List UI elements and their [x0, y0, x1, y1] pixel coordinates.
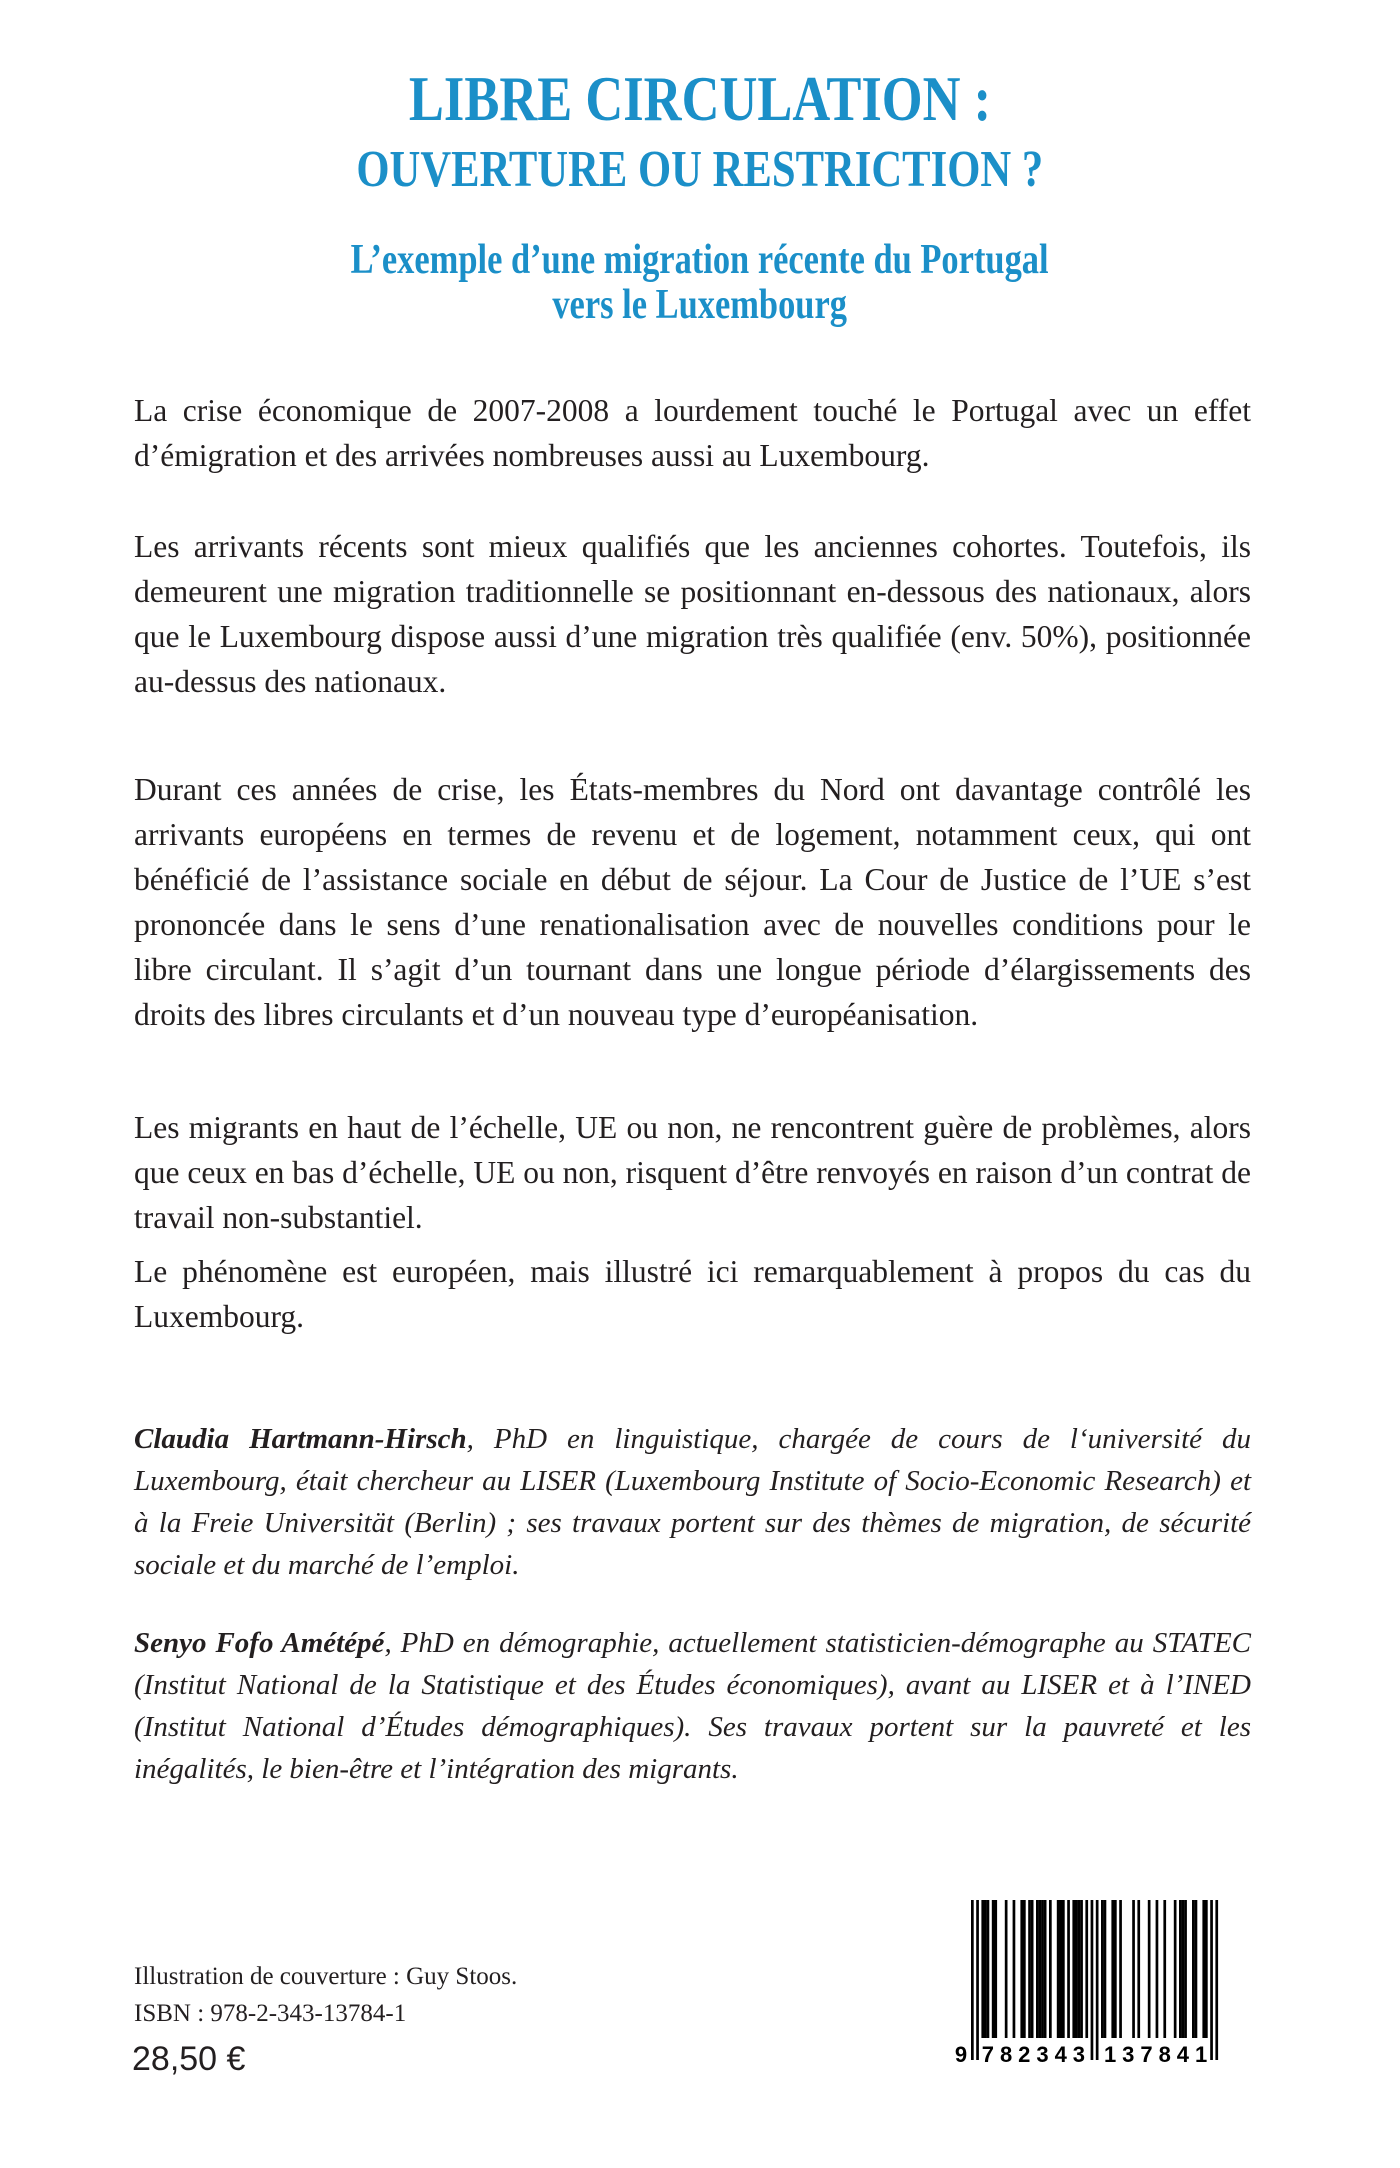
title-text: LIBRE CIRCULATION :: [408, 63, 992, 134]
barcode-digit: 3: [1072, 2042, 1086, 2067]
barcode-bar: [1137, 1900, 1140, 2038]
barcode-bar: [1044, 1900, 1047, 2038]
barcode-bar: [1023, 1900, 1026, 2038]
barcode-bar: [1182, 1900, 1185, 2038]
barcode-bar: [1075, 1900, 1078, 2038]
barcode-digit: 3: [1122, 2042, 1135, 2067]
subtitle-line-2: [0, 281, 1400, 329]
barcode-bar: [1104, 1900, 1107, 2038]
barcode-bar: [1031, 1900, 1034, 2038]
author-bio-2: [134, 1622, 1251, 1790]
barcode-digit: 2: [1018, 2042, 1031, 2067]
barcode-digit: 4: [1176, 2042, 1190, 2067]
barcode-bar: [1072, 1900, 1075, 2038]
barcode-digit: 1: [1194, 2042, 1208, 2067]
paragraph-2: Les arrivants récents sont mieux qualifiés que les anciennes cohortes. Toutefois, ils demeurent une migration traditionnelle se positionnant en-dessous des nationaux, alors que le Luxembourg dispose aussi d’une migration très qualifiée (env. 50%), positionnée au-dessus des nationaux.: [134, 529, 1251, 699]
barcode-bar: [1078, 1900, 1081, 2038]
barcode-bar: [1005, 1900, 1008, 2038]
paragraph-4: Les migrants en haut de l’échelle, UE ou non, ne rencontrent guère de problèmes, alors que ceux en bas d’échelle, UE ou non, risquent d’être renvoyés en raison d’un contrat de travail non-substantiel.: [134, 1110, 1251, 1235]
author-bio-text: , PhD en linguistique, chargée de cours de l‘université du Luxembourg, était chercheur au LISER (Luxembourg Institute of Socio-Economic Research) et à la Freie Universität (Berlin) ; ses travaux portent sur des thèmes de migration, de sécurité sociale et du marché de l’emploi.: [134, 1423, 1251, 1581]
barcode-bar: [1028, 1900, 1031, 2038]
barcode: [955, 1900, 1245, 2070]
barcode-bar: [1041, 1900, 1044, 2038]
barcode-bar: [1080, 1900, 1083, 2038]
author-bio-1: [134, 1418, 1251, 1586]
barcode-bar: [1057, 1900, 1060, 2038]
author-name: Claudia Hartmann-Hirsch: [134, 1423, 467, 1455]
barcode-bar: [1020, 1900, 1023, 2038]
barcode-bar: [1132, 1900, 1135, 2038]
barcode-bar: [1091, 1900, 1094, 2060]
barcode-bar: [1179, 1900, 1182, 2038]
barcode-bar: [1062, 1900, 1065, 2038]
barcode-digit: 8: [999, 2042, 1013, 2067]
barcode-bar: [1174, 1900, 1177, 2038]
subtitle-text: L’exemple d’une migration récente du Portugal: [351, 237, 1049, 283]
barcode-bar: [1210, 1900, 1213, 2060]
barcode-bar: [971, 1900, 974, 2060]
paragraph-5: Le phénomène est européen, mais illustré ici remarquablement à propos du cas du Luxembourg.: [134, 1254, 1251, 1334]
barcode-bar: [1013, 1900, 1016, 2038]
author-name: Senyo Fofo Amétépé: [134, 1627, 385, 1659]
barcode-digit: 9: [955, 2042, 968, 2067]
title-line-1: [0, 62, 1400, 136]
barcode-bar: [1215, 1900, 1218, 2060]
subtitle-line-1: [0, 236, 1400, 284]
barcode-bar: [1039, 1900, 1042, 2038]
isbn: ISBN : 978-2-343-13784-1: [134, 2000, 407, 2027]
barcode-bar: [1114, 1900, 1117, 2038]
barcode-bar: [1067, 1900, 1070, 2038]
barcode-digit: 4: [1054, 2042, 1067, 2067]
barcode-digit: 3: [1036, 2042, 1049, 2067]
barcode-bar: [984, 1900, 987, 2038]
paragraph-1: La crise économique de 2007-2008 a lourdement touché le Portugal avec un effet d’émigration et des arrivées nombreuses aussi au Luxembourg.: [134, 393, 1251, 473]
subtitle-text: vers le Luxembourg: [552, 282, 848, 328]
barcode-bar: [1049, 1900, 1052, 2038]
barcode-bar: [1101, 1900, 1104, 2038]
barcode-bar: [1036, 1900, 1039, 2038]
title-line-2: [0, 140, 1400, 199]
barcode-bar: [1111, 1900, 1114, 2038]
barcode-bar: [992, 1900, 995, 2038]
barcode-bar: [1059, 1900, 1062, 2038]
barcode-bar: [987, 1900, 990, 2038]
barcode-digit: 7: [1140, 2042, 1153, 2067]
barcode-bar: [1184, 1900, 1187, 2038]
barcode-bar: [1085, 1900, 1088, 2038]
barcode-bar: [976, 1900, 979, 2060]
barcode-bar: [1195, 1900, 1198, 2038]
barcode-bar: [1202, 1900, 1205, 2038]
illustration-credit: Illustration de couverture : Guy Stoos.: [134, 1963, 518, 1990]
barcode-bar: [981, 1900, 984, 2038]
barcode-bar: [1148, 1900, 1151, 2038]
barcode-bar: [994, 1900, 997, 2038]
barcode-digit: 1: [1103, 2042, 1117, 2067]
price: 28,50 €: [132, 2040, 246, 2078]
barcode-bar: [1163, 1900, 1166, 2038]
barcode-bar: [1096, 1900, 1099, 2060]
title-text: OUVERTURE OU RESTRICTION ?: [356, 141, 1044, 198]
barcode-bar: [1192, 1900, 1195, 2038]
barcode-digit: 8: [1158, 2042, 1171, 2067]
barcode-bar: [1119, 1900, 1122, 2038]
paragraph-3: Durant ces années de crise, les États-membres du Nord ont davantage contrôlé les arrivants européens en termes de revenu et de logement, notamment ceux, qui ont bénéficié de l’assistance sociale en début de séjour. La Cour de Justice de l’UE s’est prononcée dans le sens d’une renationalisation avec de nouvelles conditions pour le libre circulant. Il s’agit d’un tournant dans une longue période d’élargissements des droits des libres circulants et d’un nouveau type d’européanisation.: [134, 772, 1251, 1032]
author-bio-text: , PhD en démographie, actuellement statisticien-démographe au STATEC (Institut National de la Statistique et des Études économiques), avant au LISER et à l’INED (Institut National d’Études démographiques). Ses travaux portent sur la pauvreté et les inégalités, le bien-être et l’intégration des migrants.: [134, 1627, 1251, 1785]
barcode-bar: [1205, 1900, 1208, 2038]
barcode-digit: 7: [981, 2042, 995, 2067]
barcode-bar: [1156, 1900, 1159, 2038]
